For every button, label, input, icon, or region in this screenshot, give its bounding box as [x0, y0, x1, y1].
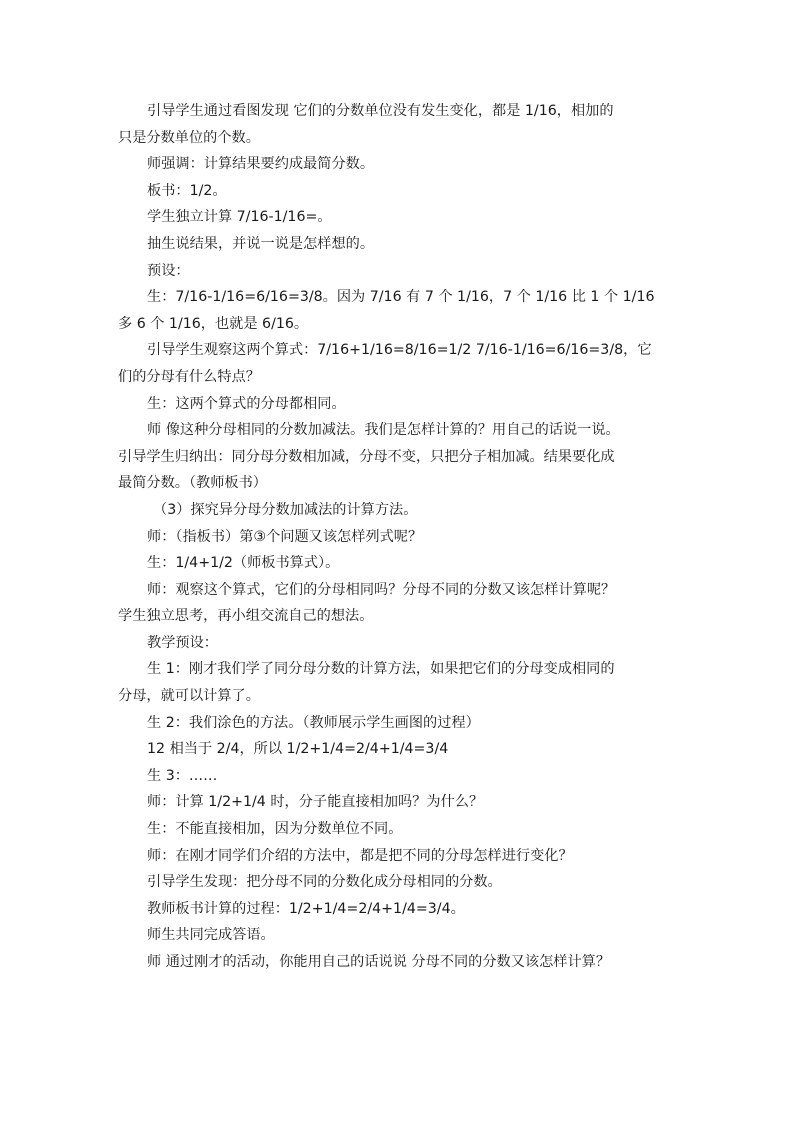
text-line: 预设： [147, 262, 190, 279]
text-line: 板书：1/2。 [147, 182, 227, 199]
text-line: 们的分母有什么特点？ [118, 368, 260, 385]
text-line: 引导学生观察这两个算式：7/16+1/16=8/16=1/2 7/16-1/16=6/16=3/8，它 [147, 342, 652, 359]
text-line: 最简分数。（教师板书） [118, 475, 267, 492]
text-line: 师 通过刚才的活动，你能用自己的话说说 分母不同的分数又该怎样计算？ [147, 954, 611, 970]
text-line: 生 3：…… [147, 767, 218, 784]
text-line: 生：不能直接相加，因为分数单位不同。 [147, 821, 403, 838]
text-line: 分母，就可以计算了。 [118, 688, 260, 705]
text-line: 生：1/4+1/2（师板书算式）。 [147, 555, 340, 572]
text-line: 生：7/16-1/16=6/16=3/8。因为 7/16 有 7 个 1/16，7 个 1/16 比 1 个 1/16 [147, 289, 655, 306]
text-line: 教学预设： [147, 634, 218, 651]
text-line: 生 2：我们涂色的方法。（教师展示学生画图的过程） [147, 714, 480, 731]
text-line: 师强调：计算结果要约成最简分数。 [147, 156, 375, 173]
text-line: 引导学生通过看图发现 它们的分数单位没有发生变化，都是 1/16，相加的 [147, 103, 614, 119]
text-line: 引导学生归纳出：同分母分数相加减，分母不变，只把分子相加减。结果要化成 [118, 448, 615, 465]
text-line: 师生共同完成答语。 [147, 927, 275, 944]
text-line: 学生独立思考，再小组交流自己的想法。 [118, 608, 374, 625]
text-line: 引导学生发现：把分母不同的分数化成分母相同的分数。 [147, 874, 502, 891]
text-line: 教师板书计算的过程：1/2+1/4=2/4+1/4=3/4。 [147, 900, 465, 917]
text-line: 12 相当于 2/4，所以 1/2+1/4=2/4+1/4=3/4 [147, 741, 449, 758]
text-line: 学生独立计算 7/16-1/16=。 [147, 209, 332, 226]
text-line: 多 6 个 1/16，也就是 6/16。 [118, 315, 309, 332]
text-line: 师 像这种分母相同的分数加减法。我们是怎样计算的？用自己的话说一说。 [147, 422, 620, 439]
text-line: 师：计算 1/2+1/4 时，分子能直接相加吗？为什么？ [147, 794, 484, 811]
text-line: 抽生说结果，并说一说是怎样想的。 [147, 235, 375, 252]
text-line: 师：（指板书）第③个问题又该怎样列式呢？ [147, 528, 423, 545]
text-line: 只是分数单位的个数。 [118, 129, 260, 146]
text-line: 师：观察这个算式，它们的分母相同吗？分母不同的分数又该怎样计算呢？ [147, 581, 616, 598]
text-line: 师：在刚才同学们介绍的方法中，都是把不同的分母怎样进行变化？ [147, 847, 573, 864]
text-line: 生：这两个算式的分母都相同。 [147, 395, 346, 412]
document-body [118, 98, 676, 976]
text-line: 生 1：刚才我们学了同分母分数的计算方法，如果把它们的分母变成相同的 [147, 661, 615, 678]
text-line: （3）探究异分母分数加减法的计算方法。 [153, 501, 418, 518]
